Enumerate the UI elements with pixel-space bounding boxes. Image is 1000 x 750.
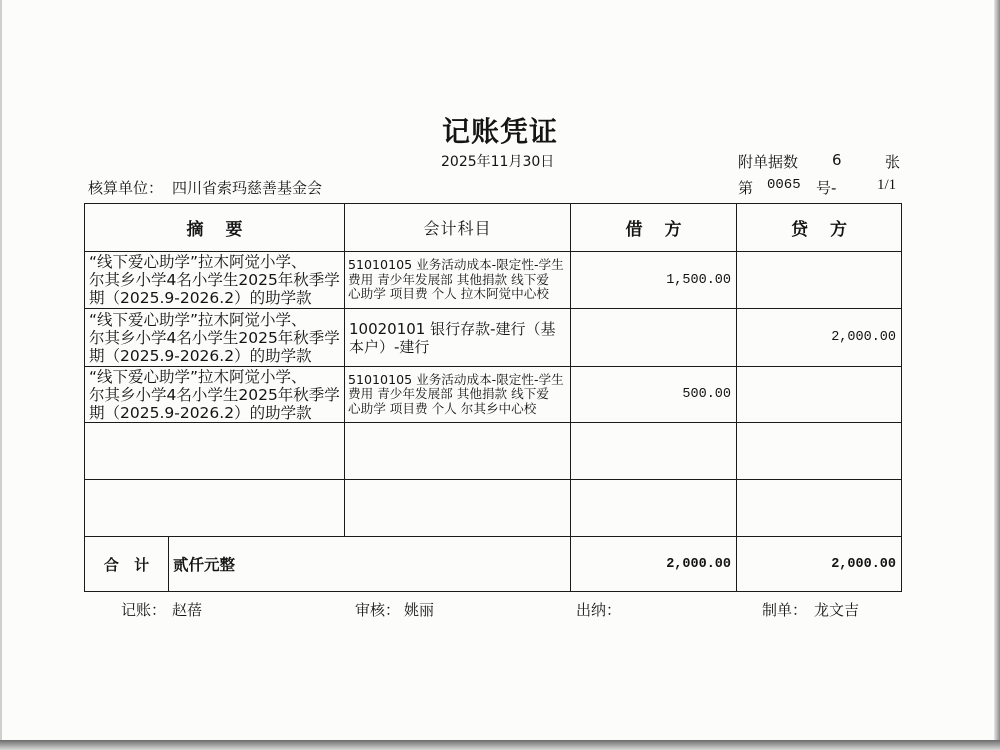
total-label-cell — [85, 537, 169, 591]
summary-cell — [85, 252, 345, 308]
account-cell — [345, 423, 571, 479]
summary-line: 尔其乡小学4名小学生2025年秋季学 — [89, 385, 340, 404]
account-cell — [345, 480, 571, 536]
bookkeeper-label: 记账： — [121, 601, 167, 619]
reviewer-label: 审核： — [355, 601, 401, 619]
header-summary: 摘 要 — [186, 220, 243, 240]
attachments-label: 附单据数 — [738, 153, 799, 171]
debit-cell — [571, 252, 737, 308]
voucher-no-suffix: 号- — [816, 179, 837, 197]
account-line: 心助学 项目费 个人 尔其乡中心校 — [348, 400, 537, 416]
account-line: 费用 青少年发展部 其他捐款 线下爱 — [348, 386, 549, 402]
summary-line: 期（2025.9-2026.2）的助学款 — [89, 289, 312, 307]
summary-line: 尔其乡小学4名小学生2025年秋季学 — [89, 328, 340, 347]
attachments-unit: 张 — [885, 153, 901, 171]
total-debit: 2,000.00 — [666, 556, 731, 572]
summary-line: “线下爱心助学”拉木阿觉小学、 — [89, 367, 307, 386]
credit-cell — [737, 252, 901, 308]
header-credit-cell — [737, 204, 901, 251]
debit-cell — [571, 367, 737, 422]
summary-cell — [85, 367, 345, 422]
debit-amount: 1,500.00 — [666, 272, 731, 288]
summary-line: 尔其乡小学4名小学生2025年秋季学 — [89, 271, 340, 289]
table-header-row — [85, 204, 901, 252]
voucher-no-prefix: 第 — [738, 179, 754, 197]
account-line: 51010105 业务活动成本-限定性-学生 — [348, 371, 564, 387]
preparer-label: 制单： — [762, 601, 808, 619]
account-line: 费用 青少年发展部 其他捐款 线下爱 — [348, 271, 549, 287]
summary-line: 期（2025.9-2026.2）的助学款 — [89, 403, 312, 422]
table-row-blank — [85, 480, 901, 537]
total-amount-words: 贰仟元整 — [173, 556, 236, 574]
accounting-unit-name: 四川省索玛慈善基金会 — [172, 179, 323, 197]
bookkeeper-name: 赵蓓 — [172, 601, 203, 619]
summary-cell — [85, 423, 345, 479]
voucher-title: 记账凭证 — [441, 115, 558, 148]
credit-cell — [737, 423, 901, 479]
debit-cell — [571, 423, 737, 479]
table-row-blank — [85, 423, 901, 480]
summary-line: “线下爱心助学”拉木阿觉小学、 — [89, 310, 307, 329]
account-line: 心助学 项目费 个人 拉木阿觉中心校 — [348, 286, 549, 302]
table-row — [85, 309, 901, 367]
summary-cell — [85, 480, 345, 536]
voucher-page: 1/1 — [877, 177, 897, 193]
header-account-cell — [345, 204, 571, 251]
total-credit: 2,000.00 — [831, 556, 896, 572]
header-debit-cell — [571, 204, 737, 251]
total-row — [85, 537, 901, 591]
debit-amount: 500.00 — [682, 387, 731, 402]
account-line: 10020101 银行存款-建行（基 — [349, 319, 556, 338]
credit-cell — [737, 309, 901, 366]
debit-cell — [571, 309, 737, 366]
reviewer-name: 姚丽 — [404, 601, 435, 619]
voucher-number: 0065 — [767, 177, 801, 193]
accounting-unit-label: 核算单位： — [88, 179, 164, 197]
header-summary-cell — [85, 204, 345, 251]
total-credit-cell — [737, 537, 901, 591]
table-row — [85, 367, 901, 423]
voucher-date: 2025年11月30日 — [441, 154, 555, 170]
credit-amount: 2,000.00 — [831, 330, 896, 345]
credit-cell — [737, 480, 901, 536]
summary-cell — [85, 309, 345, 366]
header-credit: 贷 方 — [791, 220, 847, 240]
account-cell — [345, 309, 571, 366]
total-debit-cell — [571, 537, 737, 591]
summary-line: 期（2025.9-2026.2）的助学款 — [89, 346, 312, 365]
account-cell — [345, 367, 571, 422]
account-line: 51010105 业务活动成本-限定性-学生 — [348, 257, 564, 273]
table-row — [85, 252, 901, 309]
scan-edge-bottom — [0, 740, 1000, 750]
attachments-count: 6 — [832, 151, 842, 169]
debit-cell — [571, 480, 737, 536]
voucher-table — [84, 203, 902, 592]
account-line: 本户）-建行 — [349, 337, 430, 356]
header-debit: 借 方 — [625, 220, 682, 240]
cashier-label: 出纳： — [576, 601, 622, 619]
credit-cell — [737, 367, 901, 422]
total-label: 合 计 — [103, 555, 150, 574]
preparer-name: 龙文吉 — [814, 601, 860, 619]
total-words-cell — [169, 537, 571, 591]
summary-line: “线下爱心助学”拉木阿觉小学、 — [89, 253, 307, 271]
account-cell — [345, 252, 571, 308]
header-account: 会计科目 — [423, 219, 492, 238]
